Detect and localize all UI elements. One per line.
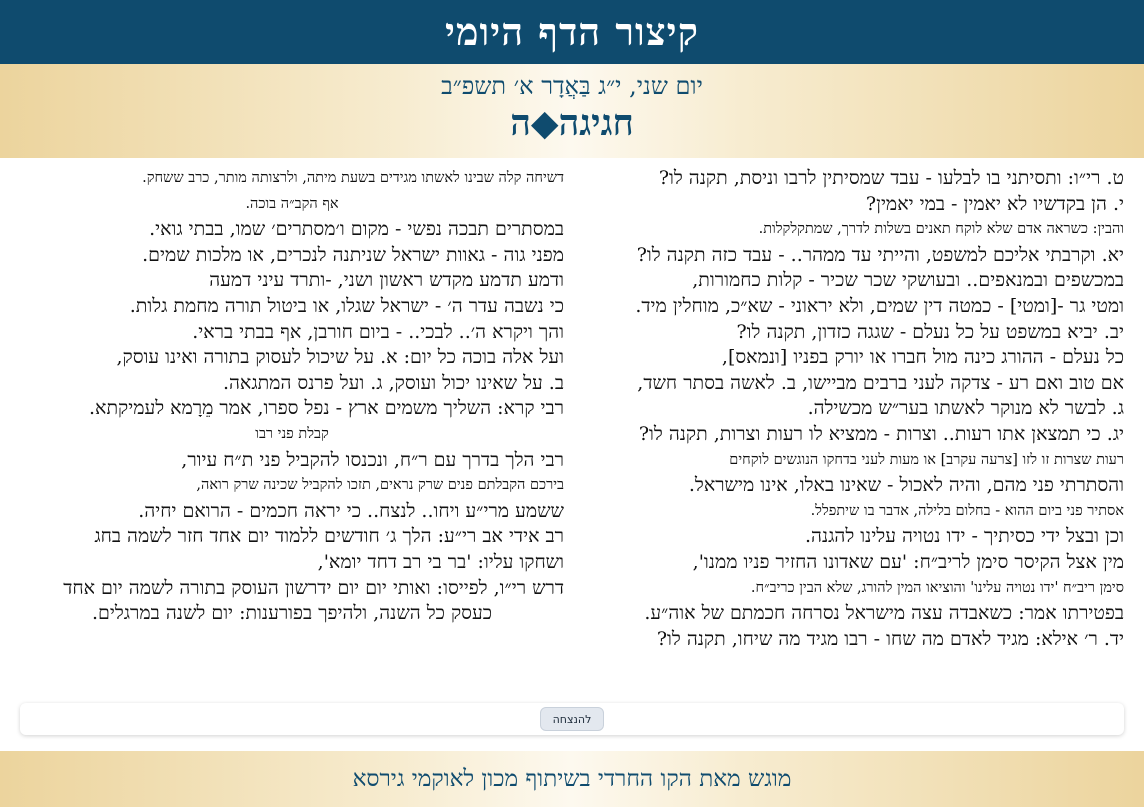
summary-line: ב. על שאינו יכול ועוסק, ג. ועל פרנס המתגאה. (222, 371, 564, 394)
summary-line: בירכם הקבלתם פנים שרק נראים, תזכו להקביל שכינה שרק רואה, (196, 477, 564, 494)
summary-line: אסתיר פני ביום ההוא - בחלום בלילה, אדבר בו שיתפלל. (810, 502, 1124, 519)
summary-line: סימן ריב״ח 'ידו נטויה עלינו' והוציאו המין להורג, שלא הבין כריב״ח. (750, 579, 1124, 596)
summary-line: רבי הלך בדרך עם ר״ח, ונכנסו להקביל פני ת״ח עיור, (181, 448, 564, 471)
footer-credit: מוגש מאת הקו החרדי בשיתוף מכון לאוקמי גירסא (352, 766, 792, 792)
summary-line: ועל אלה בוכה כל יום: א. על שיכול לעסוק בתורה ואינו עוסק, (116, 346, 564, 369)
dedication-button[interactable]: להנצחה (540, 707, 605, 731)
summary-line: במסתרים תבכה נפשי - מקום ו׳מסתרים׳ שמו, בבתי גואי. (149, 218, 564, 241)
summary-line: יד. ר׳ אילא: מגיד לאדם מה שחו - רבו מגיד מה שיחו, תקנה לו? (656, 627, 1124, 650)
summary-line: אם טוב ואם רע - צדקה לעני ברבים מביישו, ב. לאשה בסתר חשד, (637, 371, 1124, 394)
hebrew-date: יום שני, י״ג בַּאֲדָר א׳ תשפ״ב (441, 72, 703, 100)
page-header (0, 0, 1144, 64)
summary-line: י. הן בקדשיו לא יאמין - במי יאמין? (865, 192, 1124, 215)
summary-line: דשיחה קלה שבינו לאשתו מגידים בשעת מיתה, ולרצותה מותר, כרב ששחק. (142, 170, 564, 186)
summary-line: ודמע תדמע מקדש ראשון ושני, -ותרד עיני דמעה (209, 269, 564, 292)
date-band (0, 64, 1144, 158)
summary-line: מין אצל הקיסר סימן לריב״ח: 'עם שאדונו החזיר פניו ממנו', (692, 550, 1124, 573)
summary-line: ומטי גר -[ומטי] - כמטה דין שמים, ולא יראוני - שא״כ, מוחלין מיד. (635, 294, 1124, 317)
summary-line: רב אידי אב רי״ע: הלך ג׳ חודשים ללמוד יום אחד חזר לשמה בחג (94, 525, 564, 548)
footer-band (0, 751, 1144, 807)
summary-line: יא. וקרבתי אליכם למשפט, והייתי עד ממהר.. - עבד כזה תקנה לו? (636, 243, 1124, 266)
summary-line: והך ויקרא ה׳.. לבכי.. - ביום חורבן, אף בבתי בראי. (192, 320, 564, 343)
tractate-page: חגיגה◆ה (510, 102, 634, 144)
summary-line: דרש רי״ו, לפייסו: ואותי יום יום ידרשון העוסק בתורה לשמה יום אחד (63, 576, 564, 599)
summary-line: ג. לבשר לא מנוקר לאשתו בער״ש מכשילה. (807, 397, 1124, 420)
summary-line: מפני גוה - גאוות ישראל שניתנה לנכרים, או מלכות שמים. (142, 243, 564, 266)
summary-line: אף הקב״ה בוכה. (245, 195, 339, 212)
summary-column-right (580, 166, 1124, 694)
summary-line: והבין: כשראה אדם שלא לוקח תאנים בשלות לדרך, שמתקלקלות. (758, 221, 1124, 238)
summary-line: יג. כי תמצאן אתו רעות.. וצרות - ממציא לו רעות וצרות, תקנה לו? (638, 422, 1124, 445)
summary-line: והסתרתי פני מהם, והיה לאכול - שאינו באלו, אינו מישראל. (688, 474, 1124, 497)
dedication-bar (20, 703, 1124, 735)
summary-line: במכשפים ובמנאפים.. ובעושקי שכר שכיר - קלות כחמורות, (692, 269, 1124, 292)
summary-line: ט. רי״ו: ותסיתני בו לבלעו - עבד שמסיתין לרבו וניסת, תקנה לו? (658, 167, 1124, 189)
summary-line: ששמע מרי״ע ויחו.. לנצח.. כי יראה חכמים - הרואם יחיה. (138, 499, 564, 522)
summary-line: יב. יביא במשפט על כל נעלם - שגגה כזדון, תקנה לו? (736, 320, 1124, 343)
summary-line: רבי קרא: השליך משמים ארץ - נפל ספרו, אמר מֵרָמא לעמיקתא. (89, 397, 564, 420)
summary-line: כי נשבה עדר ה׳ - ישראל שגלו, או ביטול תורה מחמת גלות. (129, 294, 564, 317)
summary-line: וכן ובצל ידי כסיתיך - ידו נטויה עלינו להגנה. (805, 525, 1124, 548)
summary-line: רעות שצרות זו לזו [צרעה עקרב] או מעות לעני בדחקו הנוגשים לוקחים (729, 451, 1124, 468)
summary-line: בפטירתו אמר: כשאבדה עצה מישראל נסרחה חכמתם של אוה״ע. (644, 602, 1124, 625)
summary-content (20, 166, 1124, 694)
summary-line: כל נעלם - ההורג כינה מול חברו או יורק בפניו [ונמאס], (721, 346, 1124, 369)
summary-line: כעסק כל השנה, ולהיפך בפורענות: יום לשנה במרגלים. (92, 602, 492, 625)
summary-column-left (20, 166, 564, 694)
summary-line: ושחקו עליו: 'בר בי רב דחד יומא', (317, 550, 564, 573)
summary-line: קבלת פני רבו (255, 425, 329, 442)
page-title: קיצור הדף היומי (445, 9, 699, 54)
